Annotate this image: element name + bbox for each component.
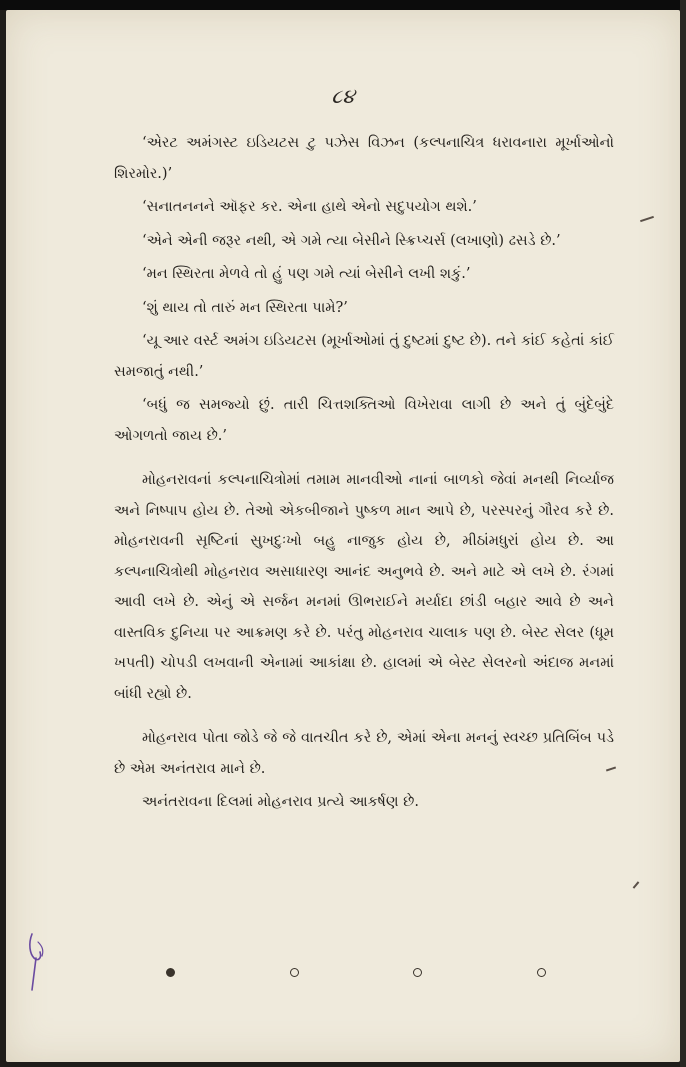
scan-right-border — [680, 0, 686, 1067]
paragraph-10: અનંતરાવના દિલમાં મોહનરાવ પ્રત્યે આકર્ષણ છે. — [142, 794, 419, 810]
paragraph-8: મોહનરાવનાં કલ્પનાચિત્રોમાં તમામ માનવીઓ નાનાં બાળકો જેવાં મનથી નિર્વ્યાજ અને નિષ્પાપ હોય છે. તેઓ એકબીજાને પુષ્કળ માન આપે છે, પરસ્પરનું ગૌરવ કરે છે. મોહનરાવની સૃષ્ટિનાં સુખદુઃખો બહુ નાજુક હોય છે, મીઠાંમધુરાં હોય છે. આ કલ્પનાચિત્રોથી મોહનરાવ અસાધારણ આનંદ અનુભવે છે. અને માટે એ લખે છે. રંગમાં આવી લખે છે. એનું એ સર્જન મનમાં ઊભરાઈને મર્યાદા છાંડી બહાર આવે છે અને વાસ્તવિક દુનિયા પર આક્રમણ કરે છે. પરંતુ મોહનરાવ ચાલાક પણ છે. બેસ્ટ સેલર (ધૂમ ખપતી) ચોપડી લખવાની એનામાં આકાંક્ષા છે. હાલમાં એ બેસ્ટ સેલરનો અંદાજ મનમાં બાંધી રહ્યો છે. — [114, 472, 614, 702]
paragraph-9: મોહનરાવ પોતા જોડે જે જે વાતચીત કરે છે, એમાં એના મનનું સ્વચ્છ પ્રતિબિંબ પડે છે એમ અનંતરાવ માને છે. — [114, 730, 614, 777]
book-page — [6, 10, 680, 1062]
paragraph-1: ‘એરટ અમંગસ્ટ ઇડિયટસ ટુ પઝેસ વિઝન (કલ્પનાચિત્ર ધરાવનારા મૂર્ખાઓનો શિરમોર.)’ — [114, 135, 614, 182]
page-body — [114, 128, 614, 821]
section-divider-dots — [166, 968, 546, 977]
page-number: ૮૪ — [331, 84, 355, 108]
scan-top-border — [0, 0, 686, 10]
margin-pen-tick — [640, 216, 654, 222]
margin-pen-tick — [633, 881, 640, 888]
paragraph-3: ‘એને એની જરૂર નથી, એ ગમે ત્યા બેસીને સ્ક્રિપ્ચર્સ (લખાણો) ઢસડે છે.’ — [142, 232, 561, 249]
paragraph-2: ‘સનાતનનને ઑફર કર. એના હાથે એનો સદુપયોગ થશે.’ — [142, 199, 477, 215]
divider-dot — [290, 968, 299, 977]
paragraph-6: ‘યૂ આર વર્સ્ટ અમંગ ઇડિયટસ (મૂર્ખાઓમાં તું દુષ્ટમાં દુષ્ટ છે). તને કાંઈ કહેતાં કાંઈ સમજાતું નથી.’ — [114, 333, 614, 380]
paragraph-4: ‘મન સ્થિરતા મેળવે તો હું પણ ગમે ત્યાં બેસીને લખી શકું.’ — [142, 266, 471, 282]
divider-dot — [537, 968, 546, 977]
handwritten-margin-mark-icon — [24, 928, 52, 996]
paragraph-5: ‘શું થાય તો તારું મન સ્થિરતા પામે?’ — [142, 299, 348, 316]
divider-dot — [413, 968, 422, 977]
divider-dot — [166, 968, 175, 977]
paragraph-7: ‘બધું જ સમજ્યો છું. તારી ચિત્તશક્તિઓ વિખેરાવા લાગી છે અને તું બુંદેબુંદે ઓગળતો જાય છે.’ — [114, 397, 614, 444]
